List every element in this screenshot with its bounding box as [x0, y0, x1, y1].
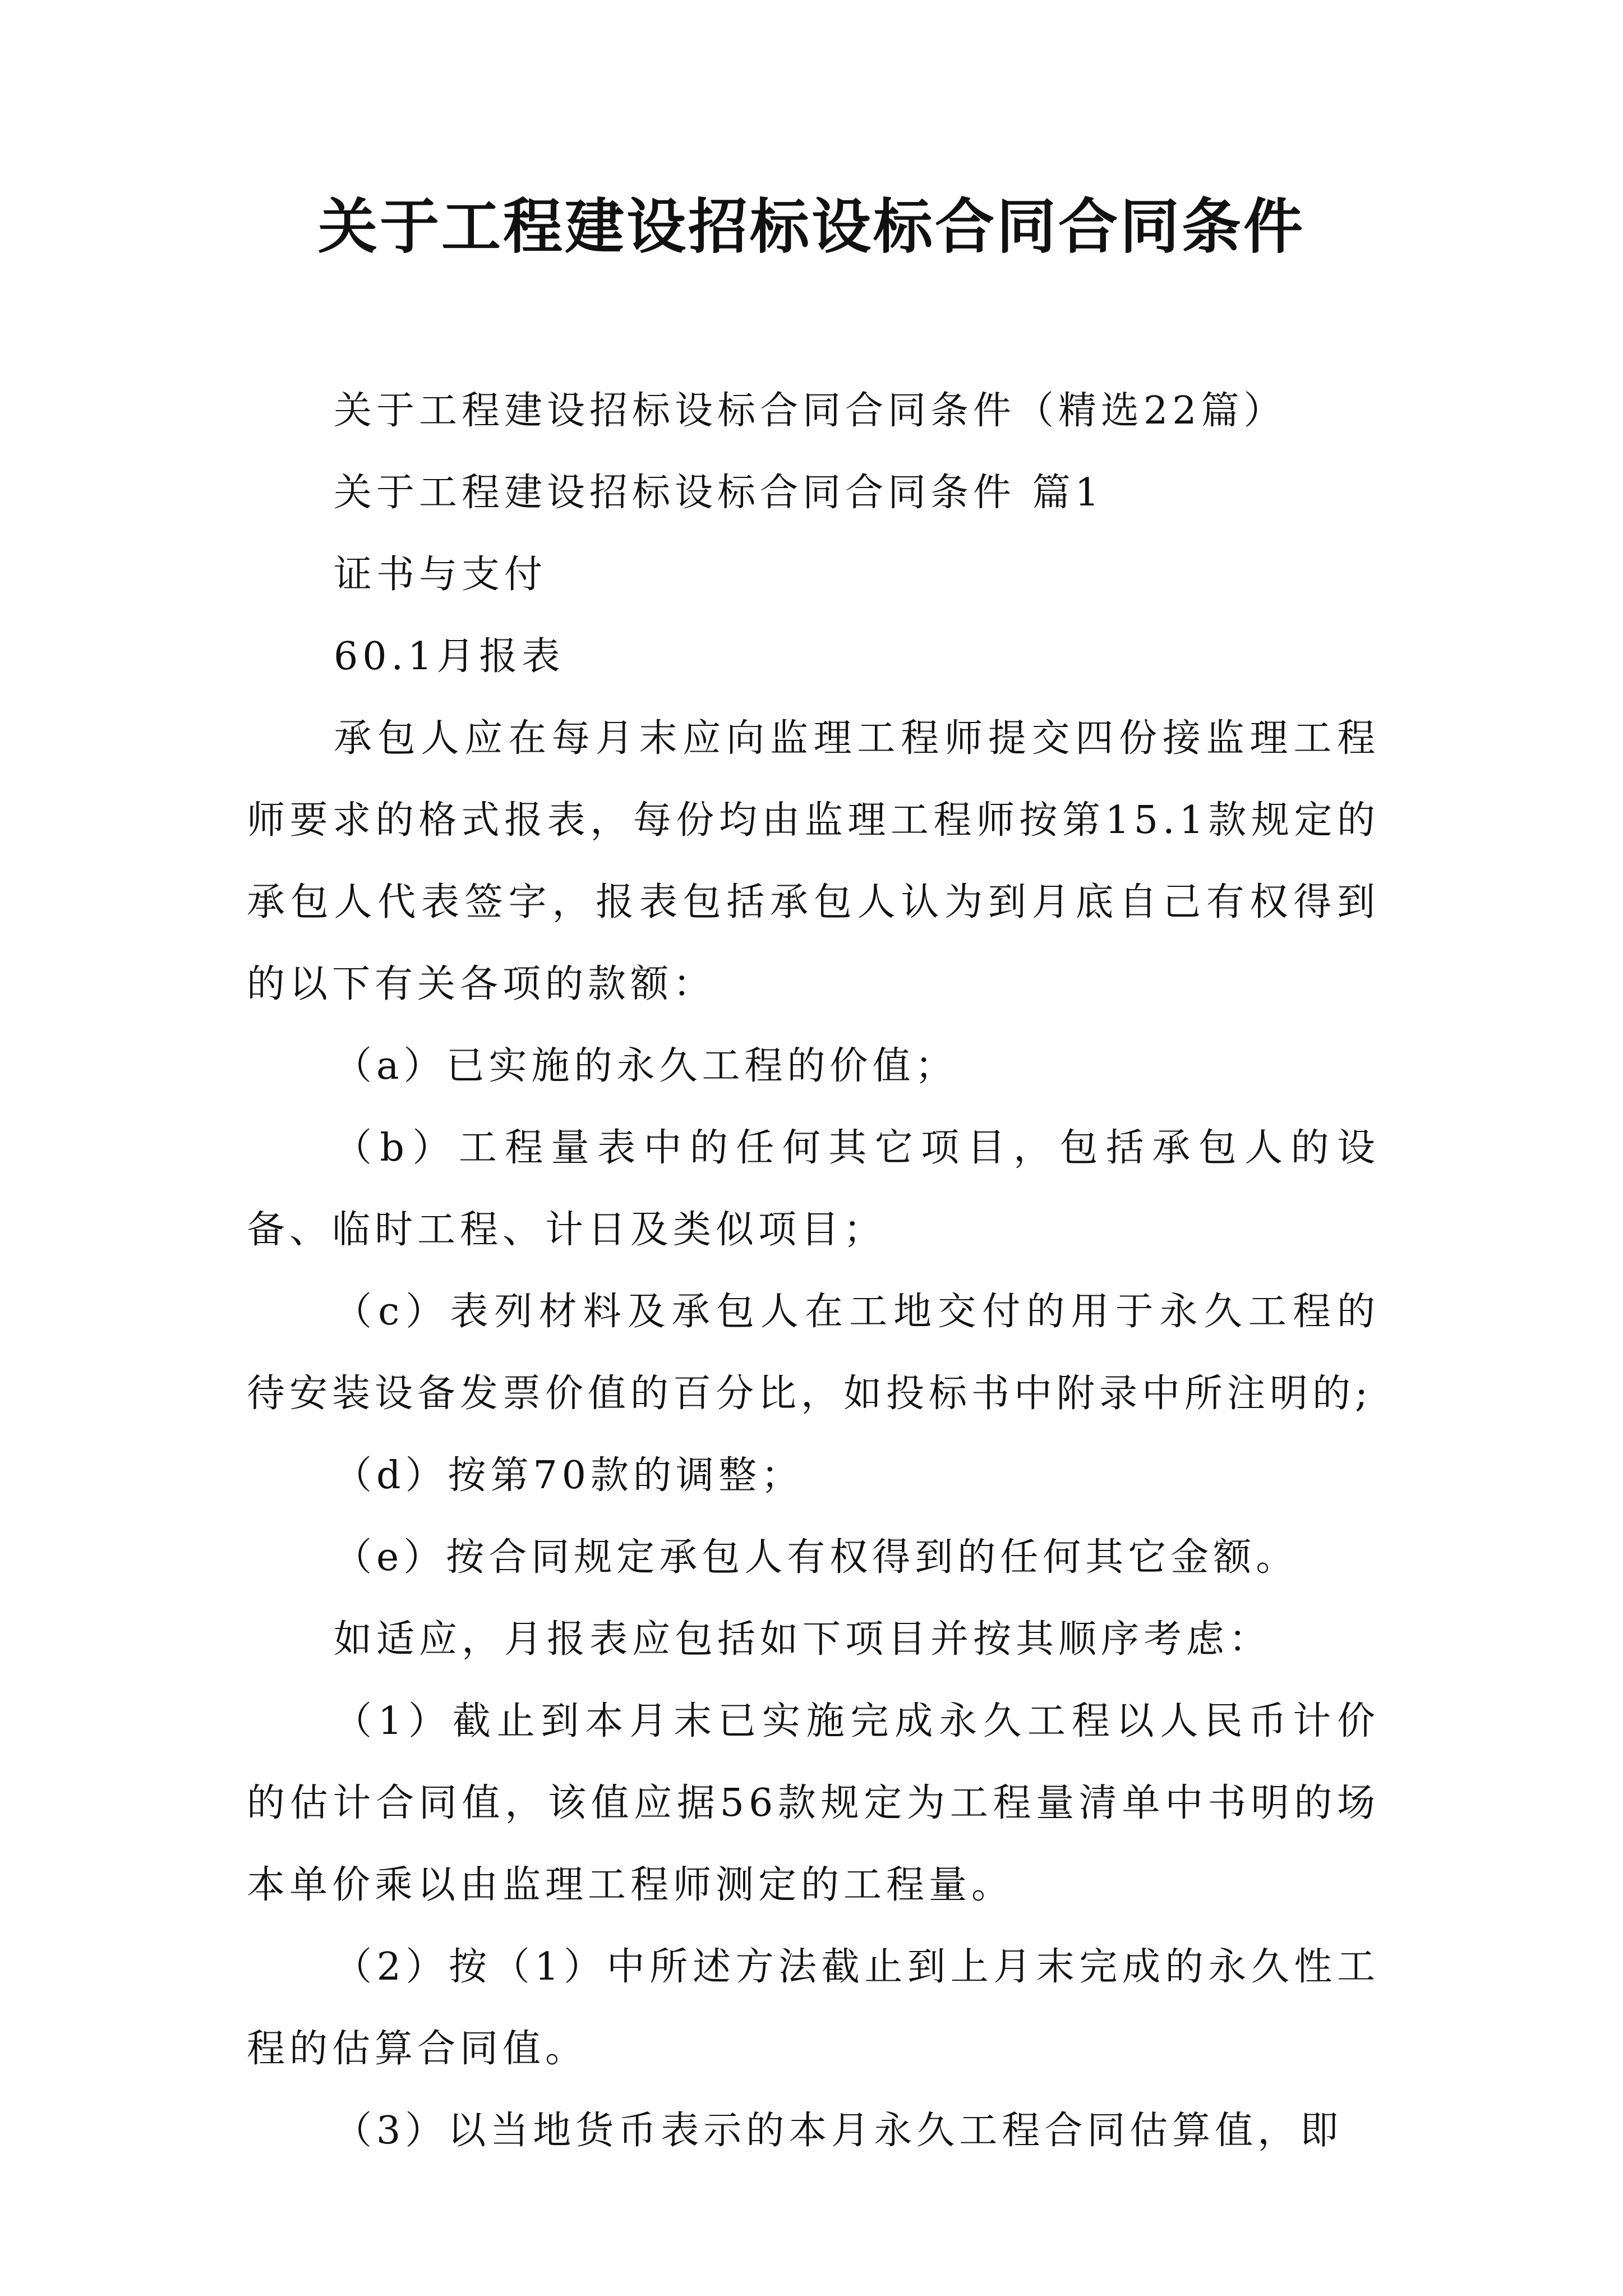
paragraph-heading-monthly-statement: 60.1月报表: [334, 634, 565, 679]
paragraph-section-title: 关于工程建设招标设标合同合同条件 篇1: [334, 471, 1104, 515]
paragraph-contractor-submission: 承包人应在每月末应向监理工程师提交四份接监理工程师要求的格式报表，每份均由监理工程师按第15.1款规定的承包人代表签字，报表包括承包人认为到月底自己有权得到的以下有关各项的款额：: [247, 716, 1380, 1006]
paragraph-order-3: （3）以当地货币表示的本月永久工程合同估算值，即: [334, 2109, 1343, 2153]
paragraph-order-2: （2）按（1）中所述方法截止到上月末完成的永久性工程的估算合同值。: [247, 1945, 1380, 2071]
paragraph-order-intro: 如适应，月报表应包括如下项目并按其顺序考虑：: [334, 1617, 1272, 1662]
paragraph-collection-title: 关于工程建设招标设标合同合同条件（精选22篇）: [334, 389, 1287, 433]
document-title: 关于工程建设招标设标合同合同条件: [318, 192, 1305, 261]
paragraph-item-c: （c）表列材料及承包人在工地交付的用于永久工程的待安装设备发票价值的百分比，如投标书中附录中所注明的;: [247, 1290, 1380, 1416]
paragraph-item-a: （a）已实施的永久工程的价值；: [334, 1044, 958, 1088]
paragraph-item-d: （d）按第70款的调整；: [334, 1453, 804, 1498]
document-body: [247, 370, 1380, 2172]
paragraph-item-e: （e）按合同规定承包人有权得到的任何其它金额。: [334, 1535, 1299, 1580]
paragraph-item-b: （b）工程量表中的任何其它项目，包括承包人的设备、临时工程、计日及类似项目；: [247, 1126, 1380, 1252]
paragraph-heading-certificate-payment: 证书与支付: [334, 553, 547, 597]
paragraph-order-1: （1）截止到本月末已实施完成永久工程以人民币计价的估计合同值，该值应据56款规定为工程量清单中书明的场本单价乘以由监理工程师测定的工程量。: [247, 1699, 1380, 1907]
